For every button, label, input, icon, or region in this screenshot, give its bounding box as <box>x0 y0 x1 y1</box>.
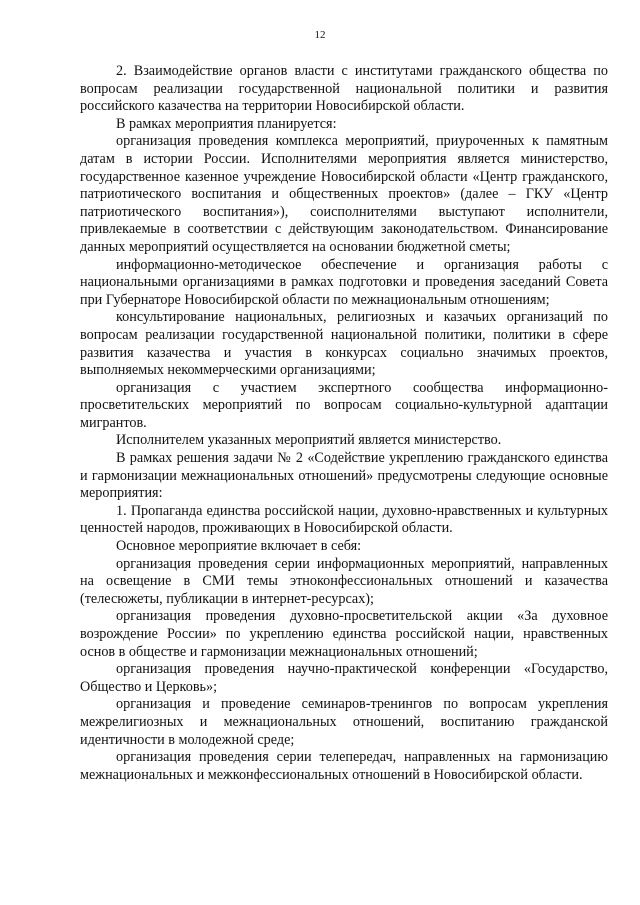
paragraph: организация проведения научно-практической конференции «Государство, Общество и Церковь»; <box>80 661 608 695</box>
paragraph: организация и проведение семинаров-тренингов по вопросам укрепления межрелигиозных и межнациональных отношений, воспитанию гражданской идентичности в молодежной среде; <box>80 696 608 748</box>
paragraph: Исполнителем указанных мероприятий является министерство. <box>116 432 502 449</box>
paragraph: организация проведения серии информационных мероприятий, направленных на освещение в СМИ темы этноконфессиональных отношений и казачества (телесюжеты, публикации в интернет-ресурсах); <box>80 555 608 607</box>
paragraph: организация проведения серии телепередач, направленных на гармонизацию межнациональных и межконфессиональных отношений в Новосибирской области. <box>80 749 608 783</box>
paragraph: информационно-методическое обеспечение и организация работы с национальными организациями в рамках подготовки и проведения заседаний Совета при Губернаторе Новосибирской области по межнациональным отношениям; <box>80 256 608 308</box>
paragraph: 2. Взаимодействие органов власти с институтами гражданского общества по вопросам реализации государственной национальной политики и развития российского казачества на территории Новосибирской области. <box>80 63 608 115</box>
paragraph: организация проведения духовно-просветительской акции «За духовное возрождение России» по укреплению единства российской нации, нравственных основ в обществе и гармонизации межнациональных отношений; <box>80 608 608 660</box>
paragraph: В рамках мероприятия планируется: <box>116 115 337 132</box>
paragraph: консультирование национальных, религиозных и казачьих организаций по вопросам реализации государственной национальной политики, политики в сфере развития казачества и участия в конкурсах социально значимых проектов, выполняемых некоммерческими организациями; <box>80 309 608 379</box>
page-number: 12 <box>314 29 326 41</box>
paragraph: организация с участием экспертного сообщества информационно-просветительских мероприятий по вопросам социально-культурной адаптации мигрантов. <box>80 379 608 431</box>
document-body <box>80 63 608 784</box>
paragraph: организация проведения комплекса мероприятий, приуроченных к памятным датам в истории России. Исполнителями мероприятия является министерство, государственное казенное учреждение Новосибирской области «Центр гражданского, патриотического воспитания и общественных проектов» (далее – ГКУ «Центр патриотического воспитания»), соисполнителями выступают исполнители, привлекаемые в соответствии с действующим законодательством. Финансирование данных мероприятий осуществляется на основании бюджетной сметы; <box>80 133 608 255</box>
paragraph: Основное мероприятие включает в себя: <box>116 538 362 555</box>
paragraph: В рамках решения задачи № 2 «Содействие укреплению гражданского единства и гармонизации межнациональных отношений» предусмотрены следующие основные мероприятия: <box>80 450 608 502</box>
paragraph: 1. Пропаганда единства российской нации, духовно-нравственных и культурных ценностей народов, проживающих в Новосибирской области. <box>80 502 608 537</box>
